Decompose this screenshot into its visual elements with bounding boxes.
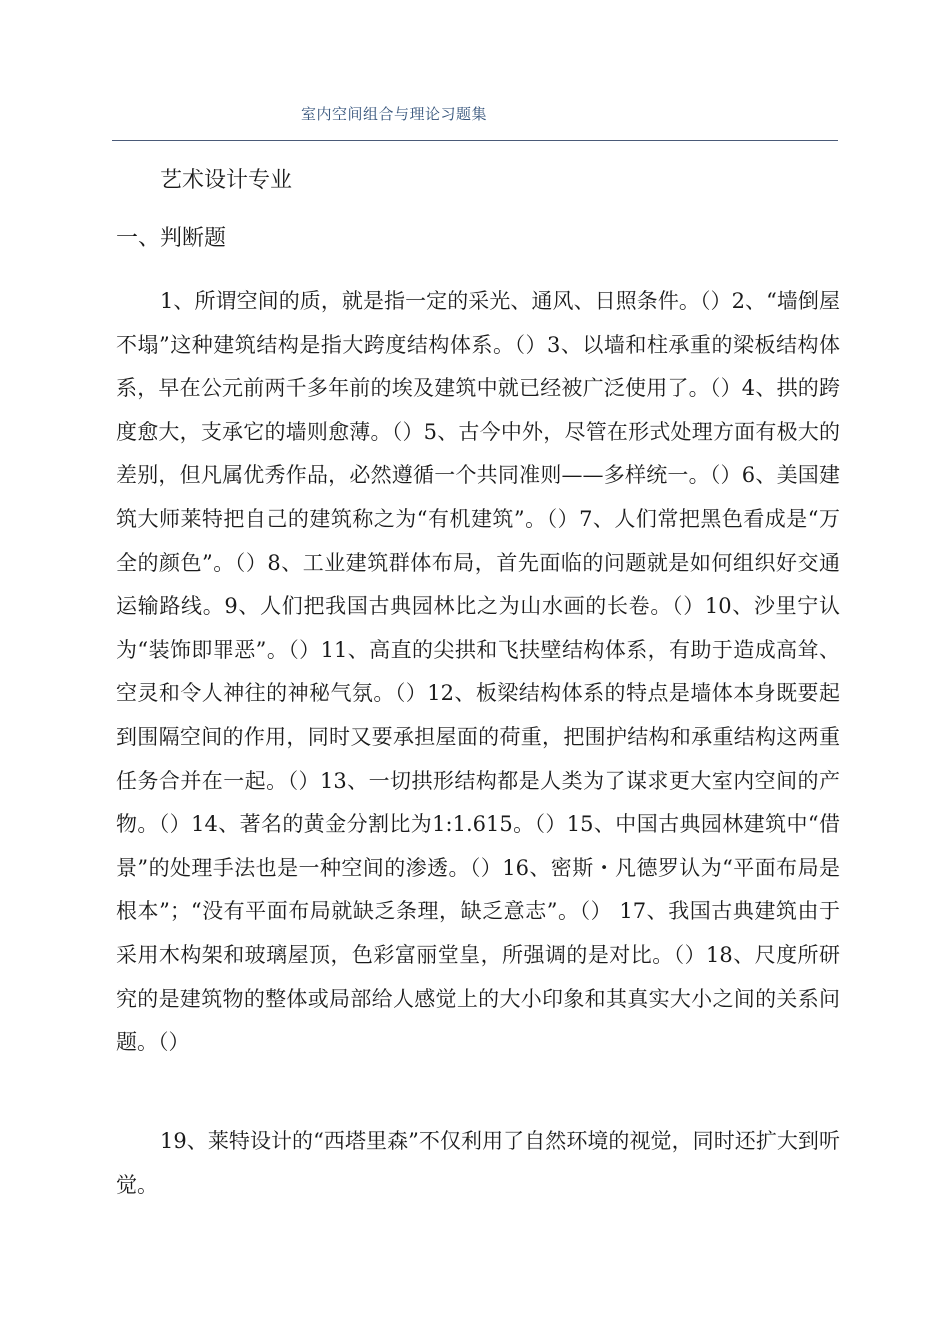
section-heading: 一、判断题 — [116, 226, 227, 251]
header-divider — [112, 140, 838, 141]
major-title: 艺术设计专业 — [160, 168, 293, 193]
running-header-title: 室内空间组合与理论习题集 — [301, 105, 488, 123]
question-paragraph: 19、莱特设计的“西塔里森”不仅利用了自然环境的视觉，同时还扩大到听觉。 — [116, 1129, 840, 1197]
question-paragraph: 1、所谓空间的质，就是指一定的采光、通风、日照条件。（）2、“墙倒屋不塌”这种建筑结构是指大跨度结构体系。（）3、以墙和柱承重的梁板结构体系，早在公元前两千多年前的埃及建筑中就已经被广泛使用了。（）4、拱的跨度愈大，支承它的墙则愈薄。（）5、古今中外，尽管在形式处理方面有极大的差别，但凡属优秀作品，必然遵循一个共同准则——多样统一。（）6、美国建筑大师莱特把自己的建筑称之为“有机建筑”。（）7、人们常把黑色看成是“万全的颜色”。（）8、工业建筑群体布局，首先面临的问题就是如何组织好交通运输路线。9、人们把我国古典园林比之为山水画的长卷。（）10、沙里宁认为“装饰即罪恶”。（）11、高直的尖拱和飞扶壁结构体系，有助于造成高耸、空灵和令人神往的神秘气氛。（）12、板梁结构体系的特点是墙体本身既要起到围隔空间的作用，同时又要承担屋面的荷重，把围护结构和承重结构这两重任务合并在一起。（）13、一切拱形结构都是人类为了谋求更大室内空间的产物。（）14、著名的黄金分割比为1:1.615。（）15、中国古典园林建筑中“借景”的处理手法也是一种空间的渗透。（）16、密斯・凡德罗认为“平面布局是根本”；“没有平面布局就缺乏条理，缺乏意志”。（） 17、我国古典建筑由于采用木构架和玻璃屋顶，色彩富丽堂皇，所强调的是对比。（）18、尺度所研究的是建筑物的整体或局部给人感觉上的大小印象和其真实大小之间的关系问题。（） — [116, 289, 840, 1055]
